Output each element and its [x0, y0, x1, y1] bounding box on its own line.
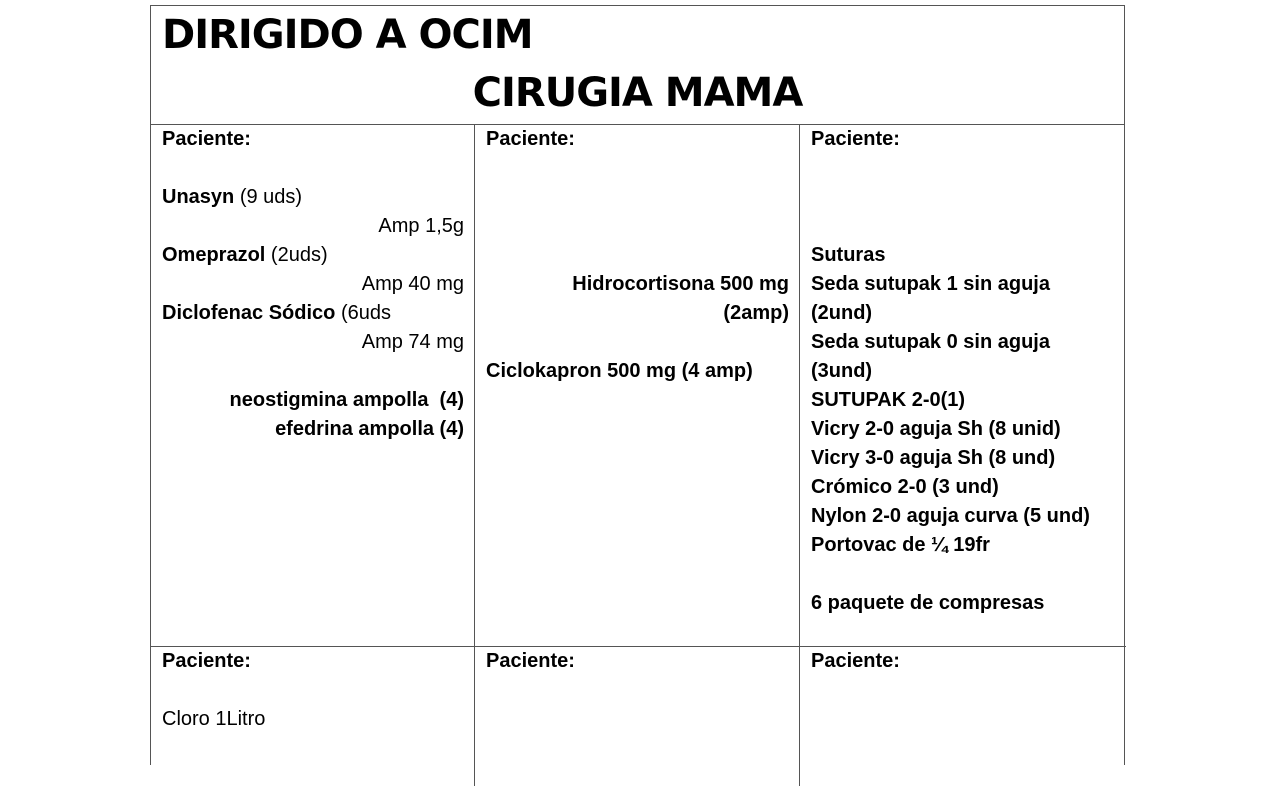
med-dose: Amp 1,5g [378, 215, 464, 237]
item-cloro: Cloro 1Litro [162, 708, 266, 730]
patient-cell-4 [151, 646, 475, 786]
order-document [150, 5, 1125, 765]
document-subtitle: CIRUGIA MAMA [472, 70, 803, 116]
med-hidrocortisona: Hidrocortisona 500 mg [572, 273, 789, 295]
med-omeprazol [162, 241, 464, 270]
suture-item: Portovac de ¼ 19fr [811, 534, 990, 556]
blank-line [811, 560, 1096, 589]
patient-cell-2 [475, 125, 800, 646]
med-name: Unasyn [162, 186, 235, 208]
med-efedrina: efedrina ampolla (4) [275, 418, 464, 440]
suture-item: Vicry 2-0 aguja Sh (8 unid) [811, 418, 1061, 440]
blank-line [811, 154, 1096, 183]
sutures-title: Suturas [811, 244, 886, 266]
med-neostigmina: neostigmina ampolla (4) [229, 389, 464, 411]
patient-cell-5 [475, 646, 800, 786]
patient-label: Paciente: [811, 650, 900, 672]
med-name: Diclofenac Sódico [162, 302, 336, 324]
med-qty: (2uds) [270, 244, 328, 266]
blank-line [486, 328, 789, 357]
blank-line [162, 154, 464, 183]
med-ciclokapron: Ciclokapron 500 mg (4 amp) [486, 360, 753, 382]
document-header [151, 6, 1124, 125]
med-hidrocortisona-qty: (2amp) [723, 302, 789, 324]
blank-line [811, 212, 1096, 241]
suture-item: SUTUPAK 2-0(1) [811, 389, 966, 411]
suture-item: Seda sutupak 0 sin aguja (3und) [811, 331, 1050, 382]
blank-line [486, 212, 789, 241]
patient-label: Paciente: [162, 128, 251, 150]
blank-line [486, 154, 789, 183]
patient-label: Paciente: [811, 128, 900, 150]
med-qty: (9 uds) [239, 186, 303, 208]
patient-label: Paciente: [486, 128, 575, 150]
suture-item: Seda sutupak 1 sin aguja (2und) [811, 273, 1050, 324]
patient-cell-1 [151, 125, 475, 646]
patient-label: Paciente: [162, 650, 251, 672]
med-name: Omeprazol [162, 244, 266, 266]
med-dose: Amp 40 mg [361, 273, 464, 295]
suture-item: Nylon 2-0 aguja curva (5 und) [811, 505, 1090, 527]
patient-label: Paciente: [486, 650, 575, 672]
med-dose: Amp 74 mg [361, 331, 464, 353]
document-title: DIRIGIDO A OCIM [162, 12, 533, 58]
patient-cell-3 [800, 125, 1126, 646]
compresas-item: 6 paquete de compresas [811, 592, 1045, 614]
blank-line [486, 183, 789, 212]
med-qty: (6uds [340, 302, 391, 324]
blank-line [162, 357, 464, 386]
suture-item: Vicry 3-0 aguja Sh (8 und) [811, 447, 1056, 469]
blank-line [162, 676, 464, 705]
suture-item: Crómico 2-0 (3 und) [811, 476, 999, 498]
med-diclofenac [162, 299, 464, 328]
med-unasyn [162, 183, 464, 212]
patient-cell-6 [800, 646, 1126, 786]
blank-line [486, 241, 789, 270]
blank-line [811, 183, 1096, 212]
